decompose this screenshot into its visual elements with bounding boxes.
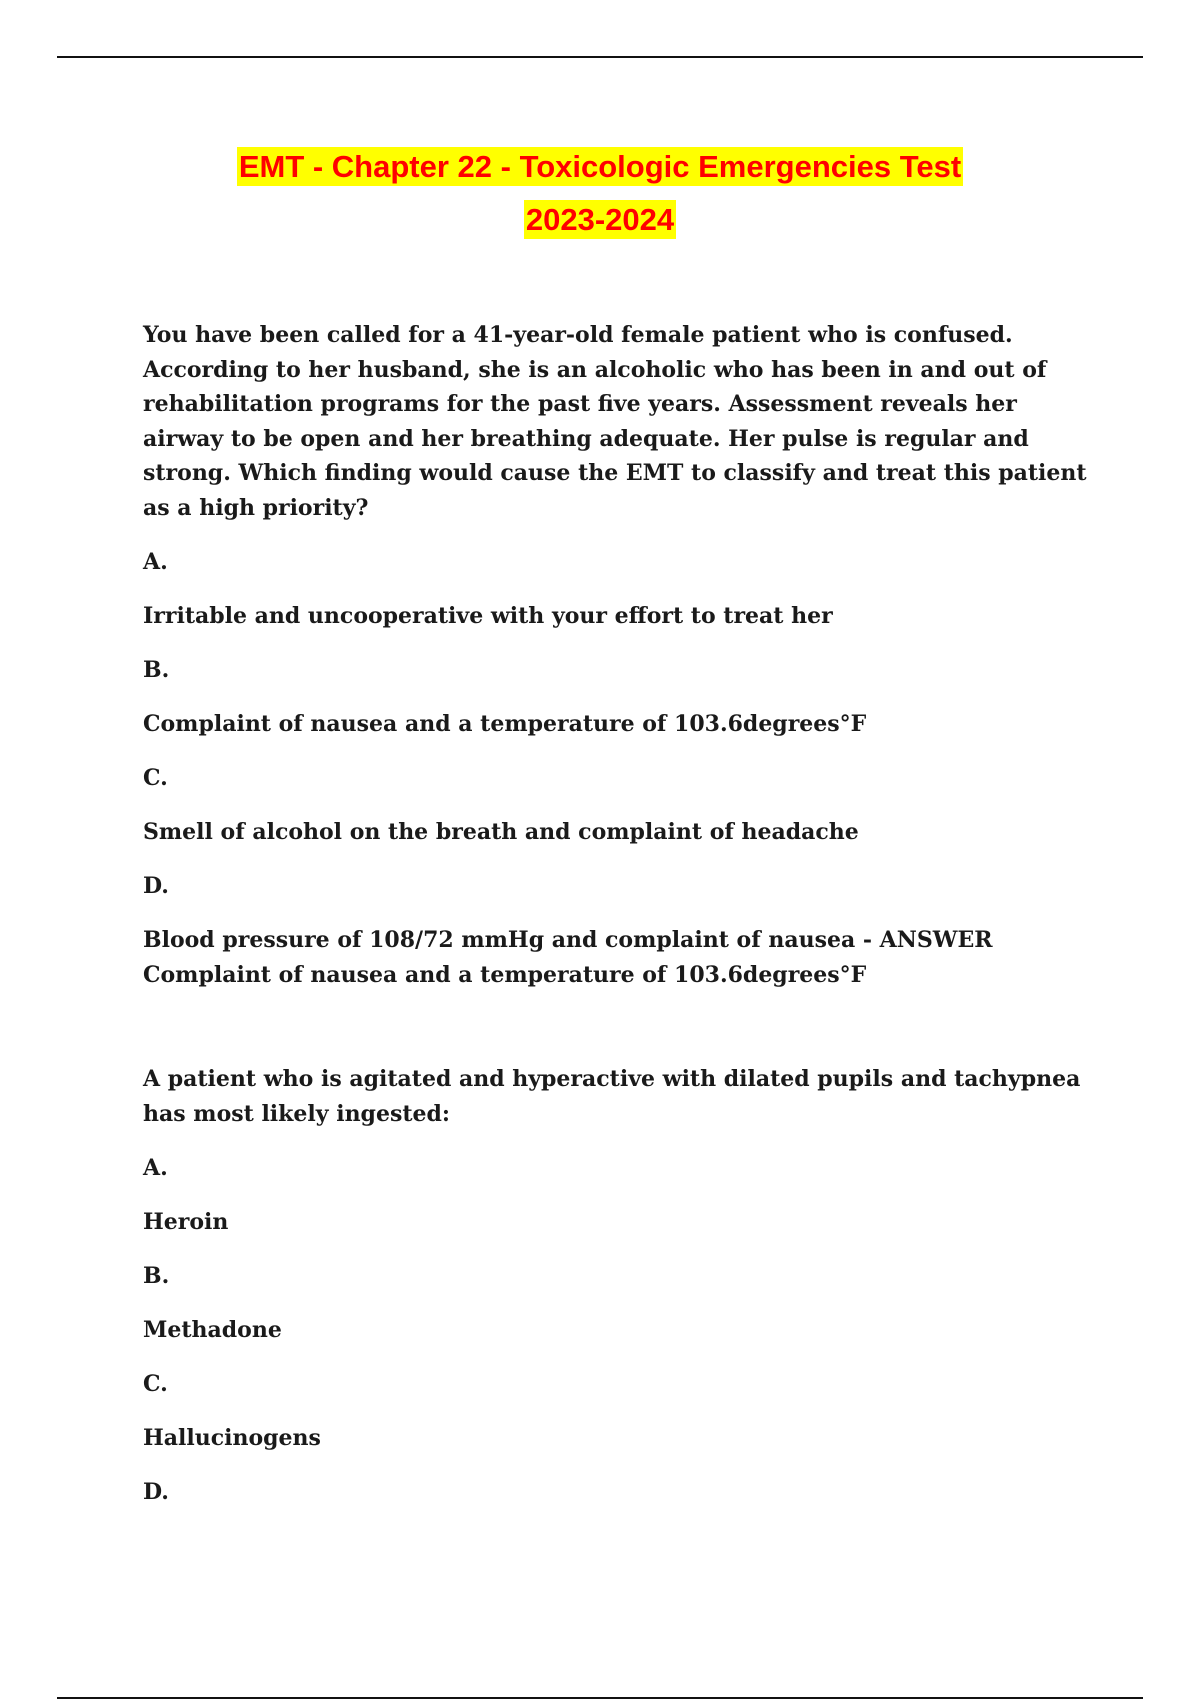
option-letter: D. [143, 1479, 169, 1505]
option-text: Blood pressure of 108/72 mmHg and complaint of nausea - ANSWER [143, 927, 993, 953]
top-rule [57, 56, 1143, 58]
question-block-1 [143, 318, 1088, 992]
document-body [143, 318, 1088, 1509]
option-text: Irritable and uncooperative with your effort to treat her [143, 603, 833, 629]
option-text: Smell of alcohol on the breath and complaint of headache [143, 819, 859, 845]
option-letter: D. [143, 873, 169, 899]
option-letter: B. [143, 657, 170, 683]
option-letter: A. [143, 1155, 168, 1181]
option-text: Hallucinogens [143, 1425, 321, 1451]
title-line-2: 2023-2024 [525, 202, 675, 237]
option-letter: A. [143, 549, 168, 575]
option-letter: B. [143, 1263, 170, 1289]
option-letter: C. [143, 765, 168, 791]
title-line-1: EMT - Chapter 22 - Toxicologic Emergencies Test [238, 149, 962, 184]
answer-line [143, 923, 1088, 992]
page-title [0, 140, 1200, 246]
question-text: A patient who is agitated and hyperactive with dilated pupils and tachypnea has most likely ingested: [143, 1066, 1081, 1127]
answer-text: Complaint of nausea and a temperature of 103.6degrees°F [143, 961, 867, 988]
bottom-rule [57, 1697, 1143, 1699]
option-text: Heroin [143, 1209, 229, 1235]
option-text: Complaint of nausea and a temperature of 103.6degrees°F [143, 711, 867, 737]
question-text: You have been called for a 41-year-old female patient who is confused. According to her husband, she is an alcoholic who has been in and out of rehabilitation programs for the past five years. Assessment reveals her airway to be open and her breathing adequate. Her pulse is regular and strong. Which finding would cause the EMT to classify and treat this patient as a high priority? [143, 322, 1087, 521]
question-block-2 [143, 1062, 1088, 1509]
option-text: Methadone [143, 1317, 282, 1343]
option-letter: C. [143, 1371, 168, 1397]
